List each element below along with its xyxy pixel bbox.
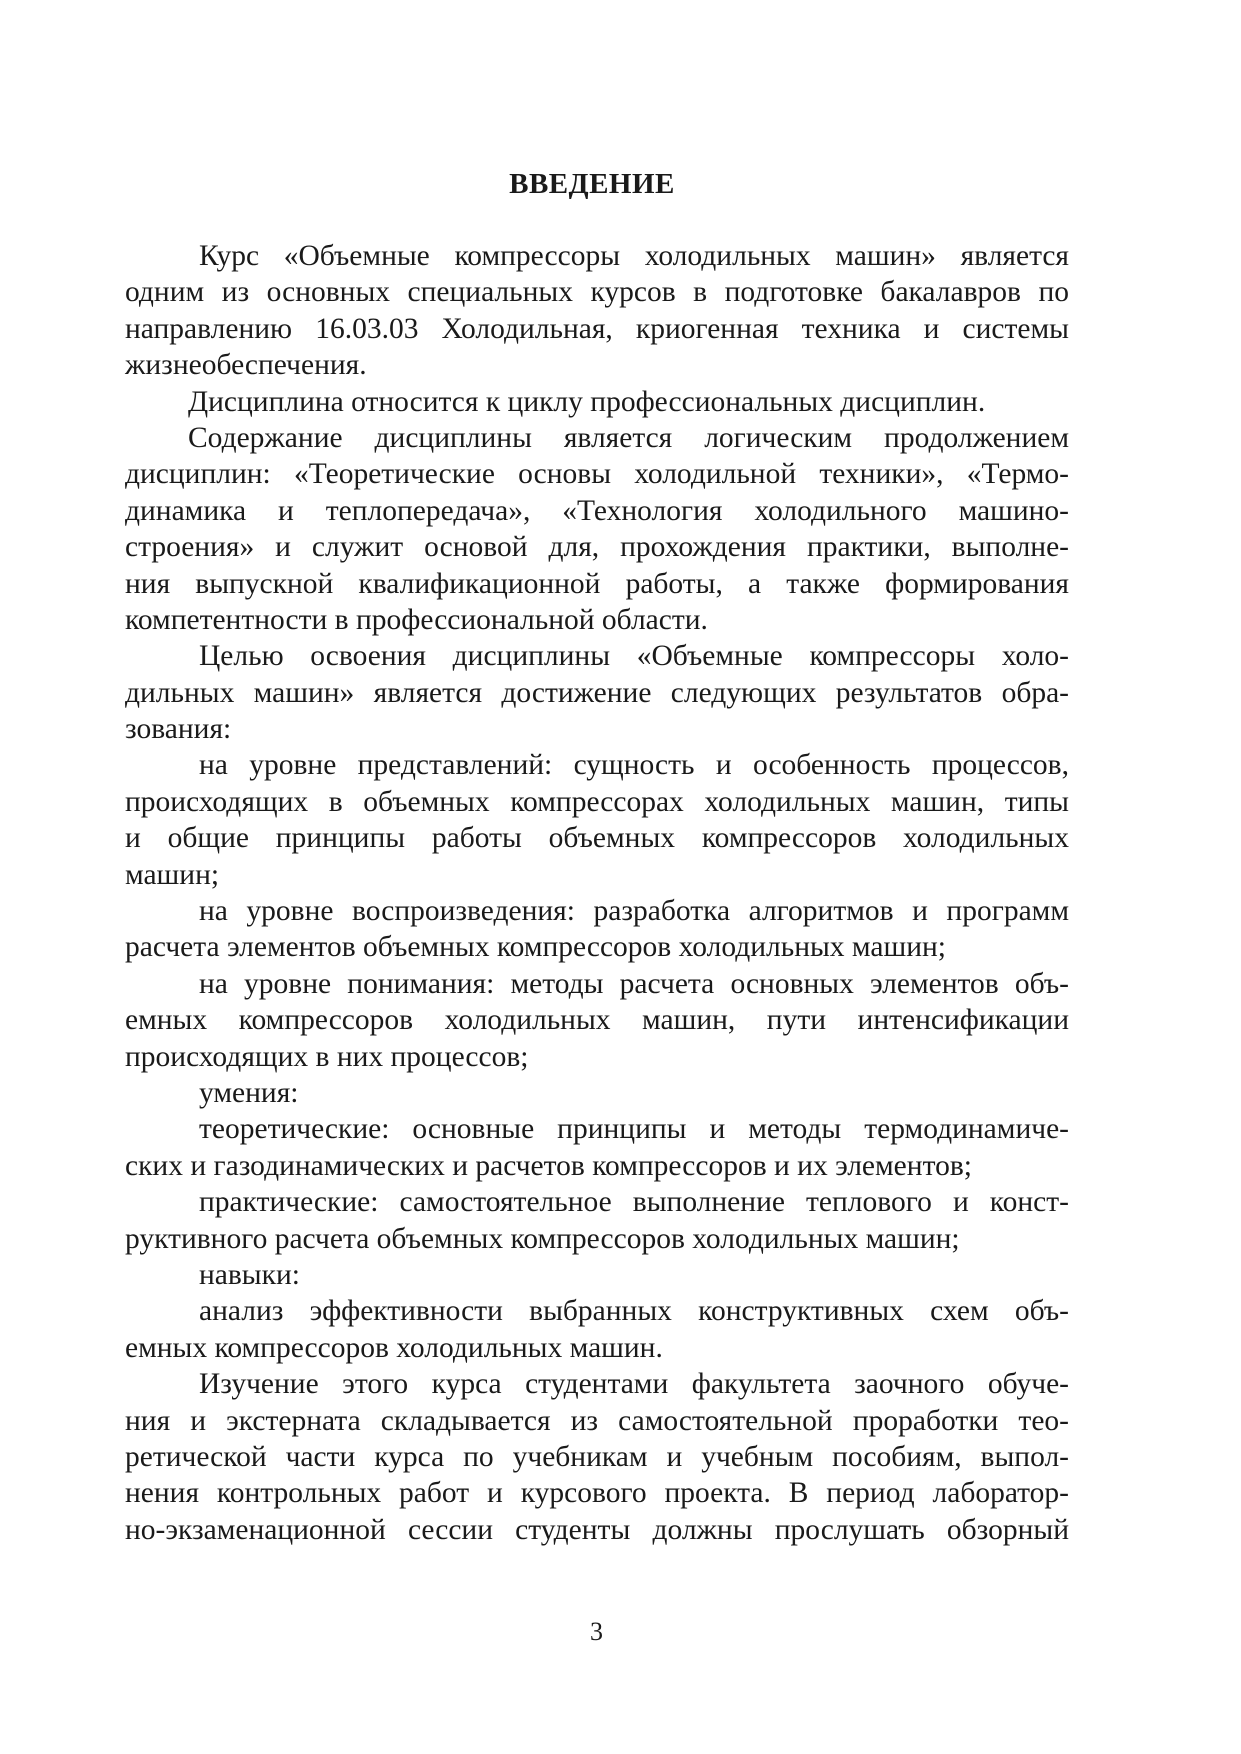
text-line: ния выпускной квалификационной работы, а также формирования [125,567,1069,600]
page-number: 3 [590,1617,603,1646]
text-line: Изучение этого курса студентами факультета заочного обуче- [199,1368,1069,1401]
text-line: Курс «Объемные компрессоры холодильных машин» является [199,240,1069,272]
text-line: практические: самостоятельное выполнение теплового и конст- [199,1186,1069,1219]
body-text [125,238,1069,1548]
text-line: нения контрольных работ и курсового проекта. В период лаборатор- [125,1477,1069,1510]
text-line: машин; [125,858,220,891]
text-line: направлению 16.03.03 Холодильная, криогенная техника и системы [125,312,1069,345]
text-line: происходящих в них процессов; [125,1040,529,1073]
text-line: строения» и служит основой для, прохождения практики, выполне- [125,531,1069,564]
text-line: динамика и теплопередача», «Технология холодильного машино- [125,494,1069,527]
text-line: зования: [125,713,232,746]
text-line: емных компрессоров холодильных машин. [125,1331,663,1364]
text-line: но-экзаменационной сессии студенты должны прослушать обзорный [125,1513,1069,1546]
text-line: дильных машин» является достижение следующих результатов обра- [125,676,1069,709]
page-title: ВВЕДЕНИЕ [509,168,675,200]
text-line: жизнеобеспечения. [125,349,367,382]
text-line: Дисциплина относится к циклу профессиональных дисциплин. [188,385,986,418]
text-line: теоретические: основные принципы и методы термодинамиче- [199,1113,1069,1146]
text-line: расчета элементов объемных компрессоров холодильных машин; [125,931,946,964]
text-line: на уровне представлений: сущность и особенность процессов, [199,749,1069,782]
text-line: и общие принципы работы объемных компрессоров холодильных [125,822,1069,855]
text-line: компетентности в профессиональной области. [125,603,708,636]
text-line: ретической части курса по учебникам и учебным пособиям, выпол- [125,1440,1069,1473]
text-line: ния и экстерната складывается из самостоятельной проработки тео- [125,1404,1069,1437]
text-line: навыки: [199,1258,300,1291]
text-line: на уровне понимания: методы расчета основных элементов объ- [199,967,1069,1000]
text-line: емных компрессоров холодильных машин, пути интенсификации [125,1004,1069,1037]
text-line: на уровне воспроизведения: разработка алгоритмов и программ [199,895,1069,928]
text-line: Целью освоения дисциплины «Объемные компрессоры холо- [199,640,1069,673]
text-line: умения: [199,1076,299,1109]
text-line: ских и газодинамических и расчетов компрессоров и их элементов; [125,1149,972,1182]
text-line: Содержание дисциплины является логическим продолжением [188,421,1069,454]
text-line: руктивного расчета объемных компрессоров холодильных машин; [125,1222,960,1255]
text-line: происходящих в объемных компрессорах холодильных машин, типы [125,785,1069,818]
text-line: одним из основных специальных курсов в подготовке бакалавров по [125,276,1069,309]
text-line: дисциплин: «Теоретические основы холодильной техники», «Термо- [125,458,1069,491]
text-line: анализ эффективности выбранных конструктивных схем объ- [199,1295,1069,1328]
